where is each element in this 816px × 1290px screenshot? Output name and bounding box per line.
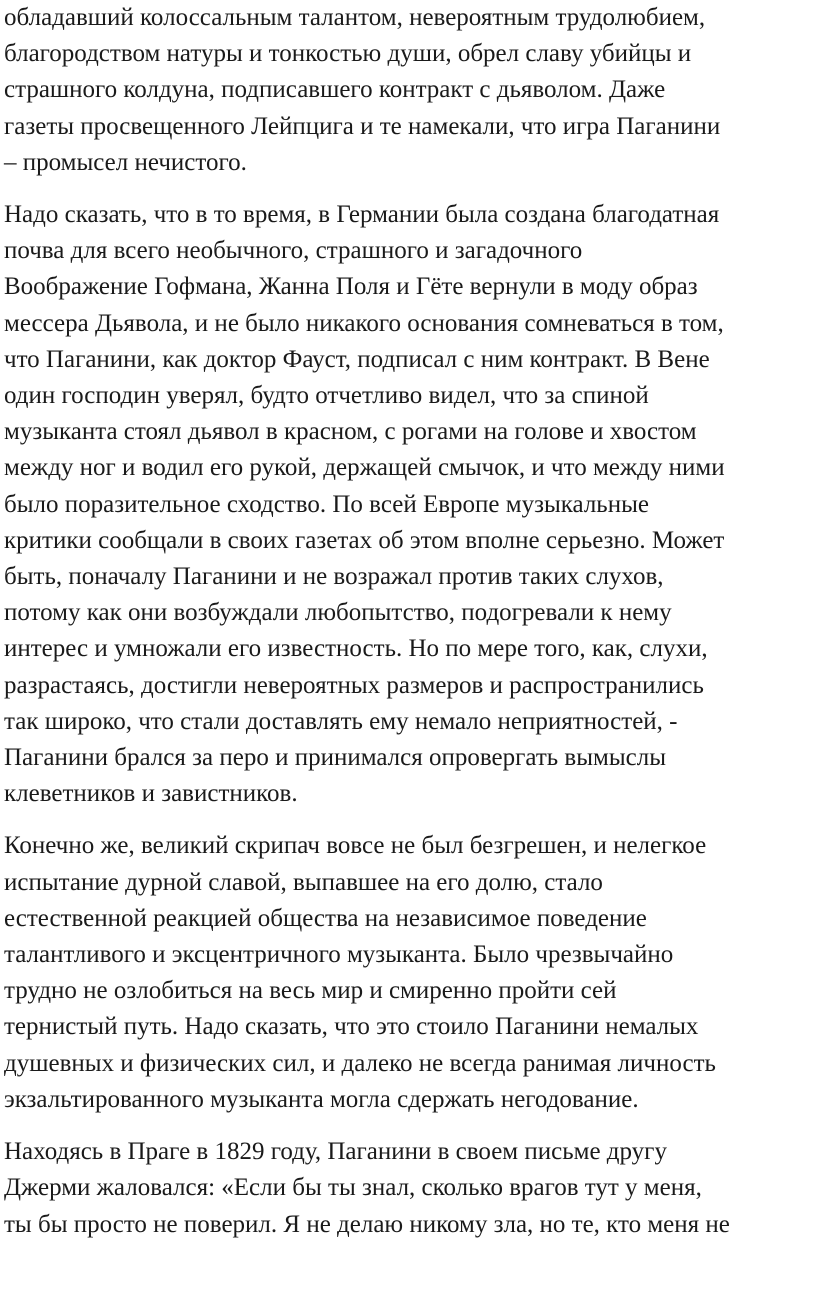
text-line: естественной реакцией общества на независимое поведение xyxy=(4,904,647,932)
text-line: Джерми жаловался: «Если бы ты знал, сколько врагов тут у меня, xyxy=(4,1174,702,1202)
text-line: талантливого и эксцентричного музыканта. Было чрезвычайно xyxy=(4,941,674,969)
text-line: критики сообщали в своих газетах об этом вполне серьезно. Может xyxy=(4,526,725,554)
text-line: что Паганини, как доктор Фауст, подписал с ним контракт. В Вене xyxy=(4,345,710,373)
document-page xyxy=(4,0,812,1243)
text-line: газеты просвещенного Лейпцига и те намекали, что игра Паганини xyxy=(4,112,721,140)
text-line: мессера Дьявола, и не было никакого основания сомневаться в том, xyxy=(4,309,724,337)
text-line: так широко, что стали доставлять ему немало неприятностей, - xyxy=(4,707,678,735)
text-line: испытание дурной славой, выпавшее на его долю, стало xyxy=(4,868,603,896)
text-line: Находясь в Праге в 1829 году, Паганини в своем письме другу xyxy=(4,1138,667,1166)
text-line: экзальтированного музыканта могла сдержать негодование. xyxy=(4,1085,639,1113)
text-line: один господин уверял, будто отчетливо видел, что за спиной xyxy=(4,382,649,410)
text-line: интерес и умножали его известность. Но по мере того, как, слухи, xyxy=(4,635,708,663)
paragraph-spacer xyxy=(4,1118,812,1134)
text-line: – промысел нечистого. xyxy=(4,148,247,176)
text-line: страшного колдуна, подписавшего контракт с дьяволом. Даже xyxy=(4,76,666,104)
paragraph-3 xyxy=(4,828,812,1118)
text-line: почва для всего необычного, страшного и загадочного xyxy=(4,237,583,265)
text-line: трудно не озлобиться на весь мир и смиренно пройти сей xyxy=(4,977,617,1005)
paragraph-2 xyxy=(4,197,812,812)
text-line: Надо сказать, что в то время, в Германии была создана благодатная xyxy=(4,201,720,229)
paragraph-spacer xyxy=(4,812,812,828)
text-line: разрастаясь, достигли невероятных размеров и распространились xyxy=(4,671,704,699)
paragraph-spacer xyxy=(4,181,812,197)
paragraph-1 xyxy=(4,0,812,181)
text-line: было поразительное сходство. По всей Европе музыкальные xyxy=(4,490,649,518)
text-line: ты бы просто не поверил. Я не делаю никому зла, но те, кто меня не xyxy=(4,1210,730,1238)
text-line: между ног и водил его рукой, держащей смычок, и что между ними xyxy=(4,454,725,482)
text-line: потому как они возбуждали любопытство, подогревали к нему xyxy=(4,599,672,627)
paragraph-4 xyxy=(4,1134,812,1243)
text-line: Паганини брался за перо и принимался опровергать вымыслы xyxy=(4,744,666,772)
text-line: душевных и физических сил, и далеко не всегда ранимая личность xyxy=(4,1049,716,1077)
text-line: музыканта стоял дьявол в красном, с рогами на голове и хвостом xyxy=(4,418,697,446)
text-line: Воображение Гофмана, Жанна Поля и Гёте вернули в моду образ xyxy=(4,273,698,301)
text-line: обладавший колоссальным талантом, невероятным трудолюбием, xyxy=(4,4,706,31)
text-line: клеветников и завистников. xyxy=(4,780,298,808)
text-line: быть, поначалу Паганини и не возражал против таких слухов, xyxy=(4,563,664,591)
text-line: тернистый путь. Надо сказать, что это стоило Паганини немалых xyxy=(4,1013,699,1041)
text-line: Конечно же, великий скрипач вовсе не был безгрешен, и нелегкое xyxy=(4,832,707,860)
text-line: благородством натуры и тонкостью души, обрел славу убийцы и xyxy=(4,40,692,68)
